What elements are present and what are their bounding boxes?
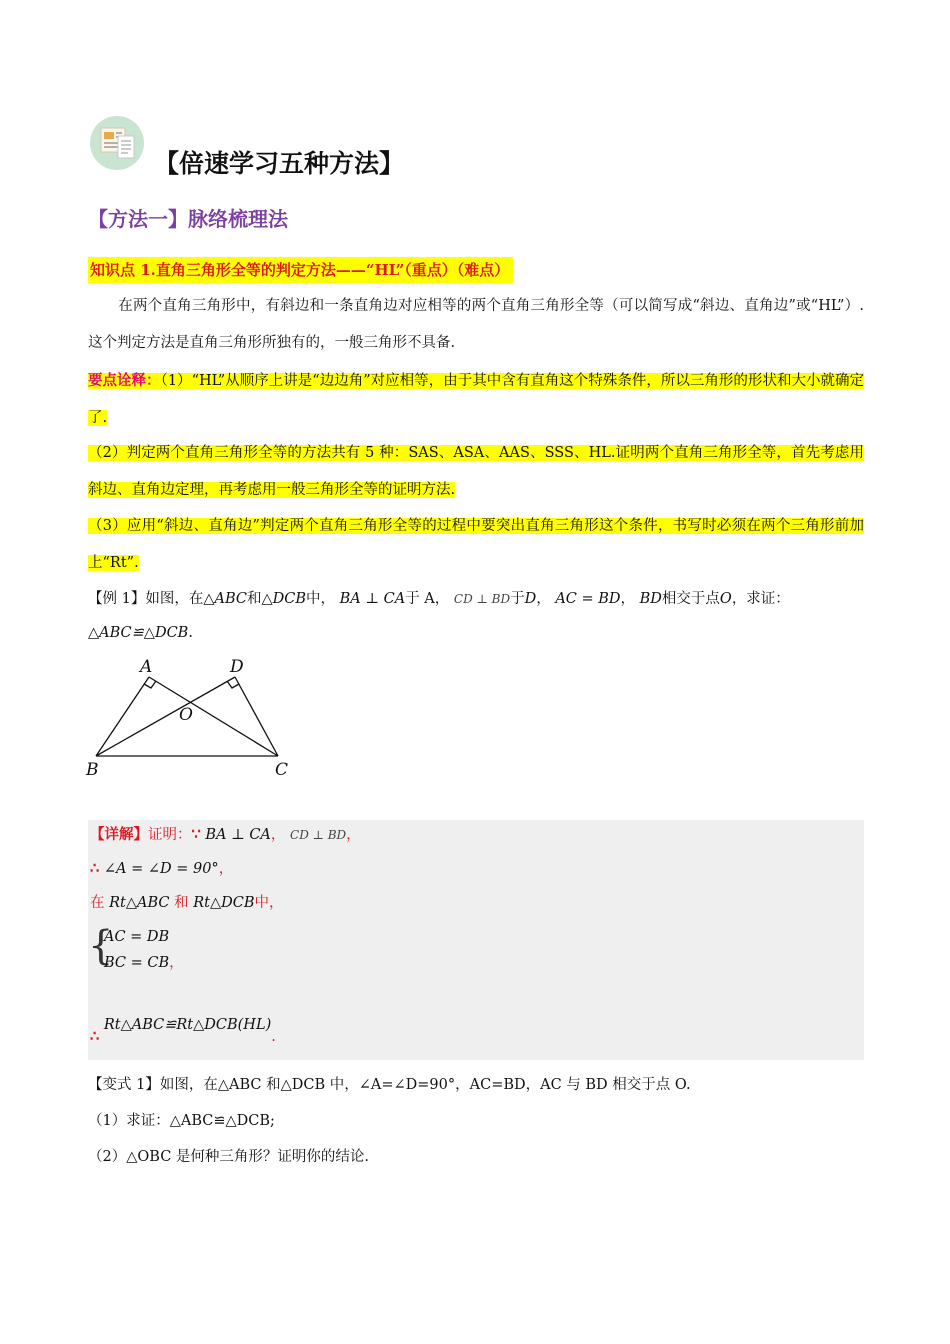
- math-expr: CD ⊥ BD: [290, 828, 347, 842]
- example-text: ，: [620, 591, 636, 607]
- example-text: ，求证：: [731, 591, 790, 607]
- math-expr: O: [719, 591, 732, 607]
- solution-line-1: [90, 822, 361, 848]
- because-symbol: ∵: [191, 826, 201, 843]
- solution-line-2: [90, 856, 233, 882]
- therefore-symbol: ∴: [90, 1028, 100, 1045]
- segment-ba: [96, 677, 149, 756]
- segment-dc: [235, 677, 278, 756]
- label-c: C: [275, 760, 289, 780]
- solution-conclusion: [90, 1012, 276, 1045]
- math-expr: BA ⊥ CA: [205, 827, 271, 843]
- solution-text: 证明：: [148, 827, 192, 843]
- solution-text: .: [271, 1029, 276, 1045]
- variant-label: 【变式 1】: [88, 1077, 160, 1093]
- example-text: 如图，在: [145, 591, 204, 607]
- example-text: 于: [510, 591, 525, 607]
- math-expr: AC = BD: [555, 591, 621, 607]
- label-d: D: [230, 657, 244, 677]
- triangle-figure: [82, 654, 302, 784]
- note-3: [88, 508, 864, 582]
- knowledge-point-heading: 知识点 1.直角三角形全等的判定方法——“HL”（重点）（难点）: [88, 257, 513, 283]
- label-b: B: [86, 760, 99, 780]
- solution-text: ，: [169, 955, 184, 971]
- note-1: [88, 362, 864, 437]
- solution-text: ，: [346, 827, 361, 843]
- note-3-text: （3）应用“斜边、直角边”判定两个直角三角形全等的过程中要突出直角三角形这个条件，书写时必须在两个三角形前加上“Rt”.: [88, 518, 864, 571]
- math-expr: Rt△DCB: [193, 895, 255, 911]
- math-expr: Rt△ABC: [109, 895, 170, 911]
- note-1-text: （1）“HL”从顺序上讲是“边边角”对应相等，由于其中含有直角这个特殊条件，所以三角形的形状和大小就确定了.: [88, 373, 865, 426]
- math-expr: BC = CB: [104, 955, 170, 971]
- example-1-statement: [88, 586, 790, 612]
- math-expr: AC = DB: [104, 929, 170, 945]
- variant-text: 如图，在△ABC 和△DCB 中，∠A=∠D=90°，AC=BD，AC 与 BD 相交于点 O.: [159, 1077, 691, 1093]
- document-icon: [90, 116, 144, 170]
- math-expr: BA ⊥ CA: [339, 591, 406, 607]
- example-text: ，: [536, 591, 551, 607]
- note-2: [88, 435, 864, 509]
- solution-line-3: [90, 890, 284, 916]
- solution-text: 在: [90, 895, 105, 911]
- math-expr: △ABC: [203, 591, 247, 607]
- variant-1-question-2: （2）△OBC 是何种三角形？证明你的结论.: [88, 1149, 369, 1165]
- intro-text: 在两个直角三角形中，有斜边和一条直角边对应相等的两个直角三角形全等（可以简写成“斜边、直角边”或“HL”）.这个判定方法是直角三角形所独有的，一般三角形不具备.: [88, 298, 864, 351]
- solution-text: 中，: [254, 895, 284, 911]
- solution-tag: 【详解】: [90, 826, 148, 843]
- variant-1-question-1: （1）求证：△ABC≌△DCB;: [88, 1113, 275, 1129]
- example-text: 相交于点: [661, 591, 720, 607]
- solution-text: 和: [174, 895, 189, 911]
- page-title: 【倍速学习五种方法】: [154, 149, 405, 178]
- solution-text: ，: [218, 861, 234, 877]
- solution-text: ，: [270, 827, 286, 843]
- label-a: A: [140, 657, 153, 677]
- math-expr: △ABC≌△DCB: [88, 625, 189, 641]
- example-text: .: [188, 625, 193, 641]
- math-expr: D: [524, 591, 537, 607]
- document-icon-graphic: [90, 116, 144, 170]
- label-o: O: [179, 705, 193, 725]
- math-expr: △DCB: [261, 591, 307, 607]
- example-label: 【例 1】: [88, 591, 146, 607]
- math-expr: Rt△ABC≌Rt△DCB(HL): [103, 1017, 272, 1033]
- math-expr: BD: [639, 591, 662, 607]
- example-text: 和: [247, 591, 262, 607]
- math-expr: CD ⊥ BD: [453, 592, 511, 606]
- variant-1-statement: [88, 1072, 691, 1098]
- intro-paragraph: [88, 288, 864, 362]
- example-1-goal: [88, 620, 193, 646]
- example-text: 中，: [306, 591, 336, 607]
- note-label: 要点诠释：: [88, 372, 161, 389]
- note-2-text: （2）判定两个直角三角形全等的方法共有 5 种：SAS、ASA、AAS、SSS、HL.证明两个直角三角形全等，首先考虑用斜边、直角边定理，再考虑用一般三角形全等的证明方法.: [88, 445, 864, 498]
- math-expr: ∠A = ∠D = 90°: [103, 861, 219, 877]
- method-heading: 【方法一】脉络梳理法: [88, 207, 288, 231]
- therefore-symbol: ∴: [90, 860, 100, 877]
- solution-box: [88, 820, 864, 1060]
- example-text: 于 A，: [405, 591, 450, 607]
- system-brace: {: [88, 923, 114, 969]
